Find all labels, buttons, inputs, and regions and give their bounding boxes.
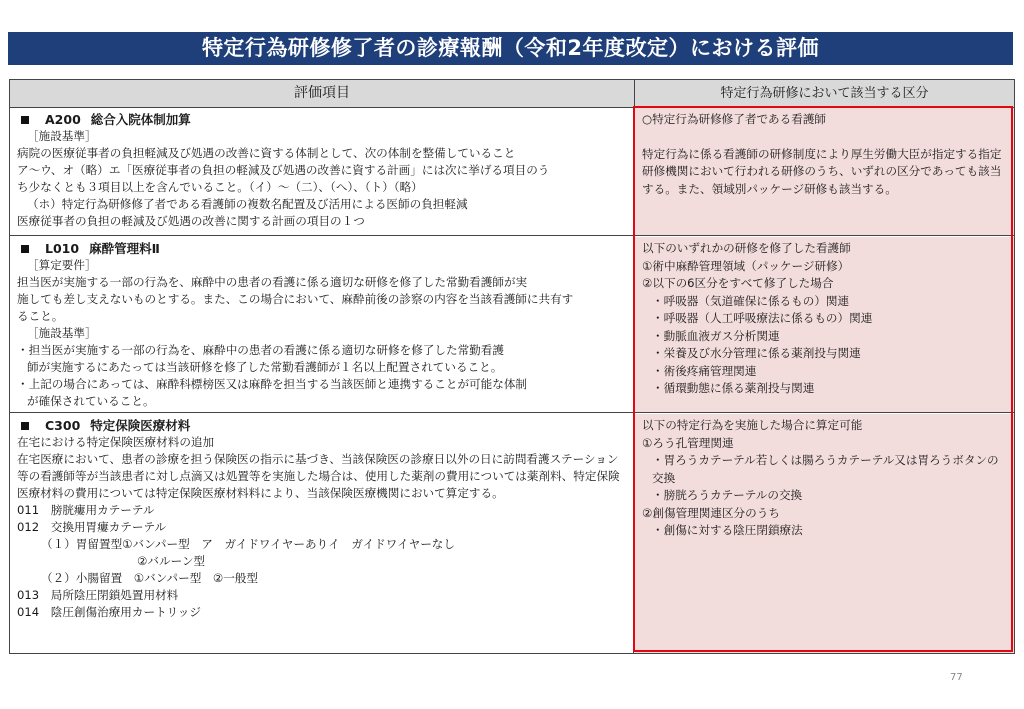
square-bullet-icon — [21, 245, 29, 253]
text-line: 師が実施するにあたっては当該研修を修了した常勤看護師が１名以上配置されていること。 — [27, 360, 503, 374]
text-line: ②以下の6区分をすべて修了した場合 — [642, 276, 834, 290]
item-code: A200 — [45, 112, 81, 127]
evaluation-table — [9, 79, 1015, 654]
square-bullet-icon — [21, 116, 29, 124]
text-line: ○特定行為研修修了者である看護師 — [642, 112, 827, 126]
text-line: ①ろう孔管理関連 — [642, 435, 734, 450]
text-line: 012 交換用胃瘻カテーテル — [17, 520, 167, 534]
row-c300-left — [10, 414, 634, 653]
item-name: 麻酔管理料Ⅱ — [89, 241, 160, 256]
item-code: C300 — [45, 418, 81, 433]
row-a200-left — [10, 108, 634, 236]
text-line: （１）胃留置型①バンパー型 ア ガイドワイヤーありイ ガイドワイヤーなし — [41, 537, 455, 551]
row-c300-right — [635, 414, 1014, 653]
text-line: 担当医が実施する一部の行為を、麻酔中の患者の看護に係る適切な研修を修了した常勤看護師が実 — [17, 275, 528, 289]
text-line: ②バルーン型 — [137, 554, 206, 568]
col-header-applicable-category: 特定行為研修において該当する区分 — [635, 80, 1014, 108]
text-line: 以下の特定行為を実施した場合に算定可能 — [642, 418, 863, 432]
text-line: 在宅における特定保険医療材料の追加 — [17, 435, 215, 449]
page-number: 77 — [950, 672, 963, 683]
text-line: （２）小腸留置 ①バンパー型 ②一般型 — [41, 571, 259, 585]
item-name: 総合入院体制加算 — [90, 112, 191, 127]
item-heading — [17, 111, 627, 128]
text-line: ・栄養及び水分管理に係る薬剤投与関連 — [652, 346, 861, 360]
text-line: ②創傷管理関連区分のうち — [642, 505, 780, 520]
text-line: 014 陰圧創傷治療用カートリッジ — [17, 605, 201, 619]
text-line: が確保されていること。 — [27, 394, 155, 408]
text-line: ・上記の場合にあっては、麻酔科標榜医又は麻酔を担当する当該医師と連携することが可能な体制 — [17, 377, 528, 391]
text-line: 医療従事者の負担の軽減及び処遇の改善に関する計画の項目の１つ — [17, 214, 365, 228]
text-line: 011 膀胱瘻用カテーテル — [17, 503, 155, 517]
text-line: ①術中麻酔管理領域（パッケージ研修） — [642, 258, 850, 273]
text-line: 病院の医療従事者の負担軽減及び処遇の改善に資する体制として、次の体制を整備していること — [17, 146, 516, 160]
text-line: ア～ウ、オ（略）エ「医療従事者の負担の軽減及び処遇の改善に資する計画」には次に挙げる項目のう — [17, 163, 550, 177]
text-line: ・胃ろうカテーテル若しくは腸ろうカテーテル又は胃ろうボタンの交換 — [652, 453, 999, 485]
square-bullet-icon — [21, 422, 29, 430]
text-line: 施しても差し支えないものとする。また、この場合において、麻酔前後の診察の内容を当該看護師に共有す — [17, 292, 574, 306]
item-name: 特定保険医療材料 — [90, 418, 191, 433]
col-header-evaluation-items: 評価項目 — [10, 80, 635, 108]
text-line: 013 局所陰圧閉鎖処置用材料 — [17, 588, 179, 602]
text-line: ち少なくとも３項目以上を含んでいること。（イ）～（二）、（へ）、（ト）（略） — [17, 180, 423, 194]
text-line: ［算定要件］ — [27, 258, 97, 272]
text-line: ・呼吸器（気道確保に係るもの）関連 — [652, 293, 850, 308]
text-line: ［施設基準］ — [27, 326, 97, 340]
text-line: ・循環動態に係る薬剤投与関連 — [652, 381, 815, 395]
text-line: ること。 — [17, 309, 64, 323]
item-heading — [17, 417, 627, 434]
text-line: ［施設基準］ — [27, 129, 97, 143]
text-paragraph: 在宅医療において、患者の診療を担う保険医の指示に基づき、当該保険医の診療日以外の日に訪問看護ステーション等の看護師等が当該患者に対し点滴又は処置等を実施した場合は、使用した薬剤の費用については薬剤料、特定保険医療材料の費用については特定保険医療材料料により、当該保険医療機関において算定する。 — [17, 452, 620, 500]
page-title: 特定行為研修修了者の診療報酬（令和2年度改定）における評価 — [8, 32, 1013, 65]
text-line: 以下のいずれかの研修を修了した看護師 — [642, 241, 851, 255]
text-line: ・動脈血液ガス分析関連 — [652, 328, 780, 343]
text-line: ・担当医が実施する一部の行為を、麻酔中の患者の看護に係る適切な研修を修了した常勤看護 — [17, 343, 504, 357]
text-line: ・術後疼痛管理関連 — [652, 363, 757, 378]
item-code: L010 — [45, 241, 80, 256]
row-l010-right — [635, 237, 1014, 413]
item-heading — [17, 240, 627, 257]
row-a200-right — [635, 108, 1014, 236]
text-line: （ホ）特定行為研修修了者である看護師の複数名配置及び活用による医師の負担軽減 — [27, 197, 468, 211]
row-l010-left — [10, 237, 634, 413]
text-line: ・膀胱ろうカテーテルの交換 — [652, 488, 803, 502]
text-line: ・創傷に対する陰圧閉鎖療法 — [652, 523, 803, 537]
text-paragraph: 特定行為に係る看護師の研修制度により厚生労働大臣が指定する指定研修機関において行われる研修のうち、いずれの区分であっても該当する。また、領域別パッケージ研修も該当する。 — [642, 146, 1002, 196]
text-line: ・呼吸器（人工呼吸療法に係るもの）関連 — [652, 311, 873, 325]
